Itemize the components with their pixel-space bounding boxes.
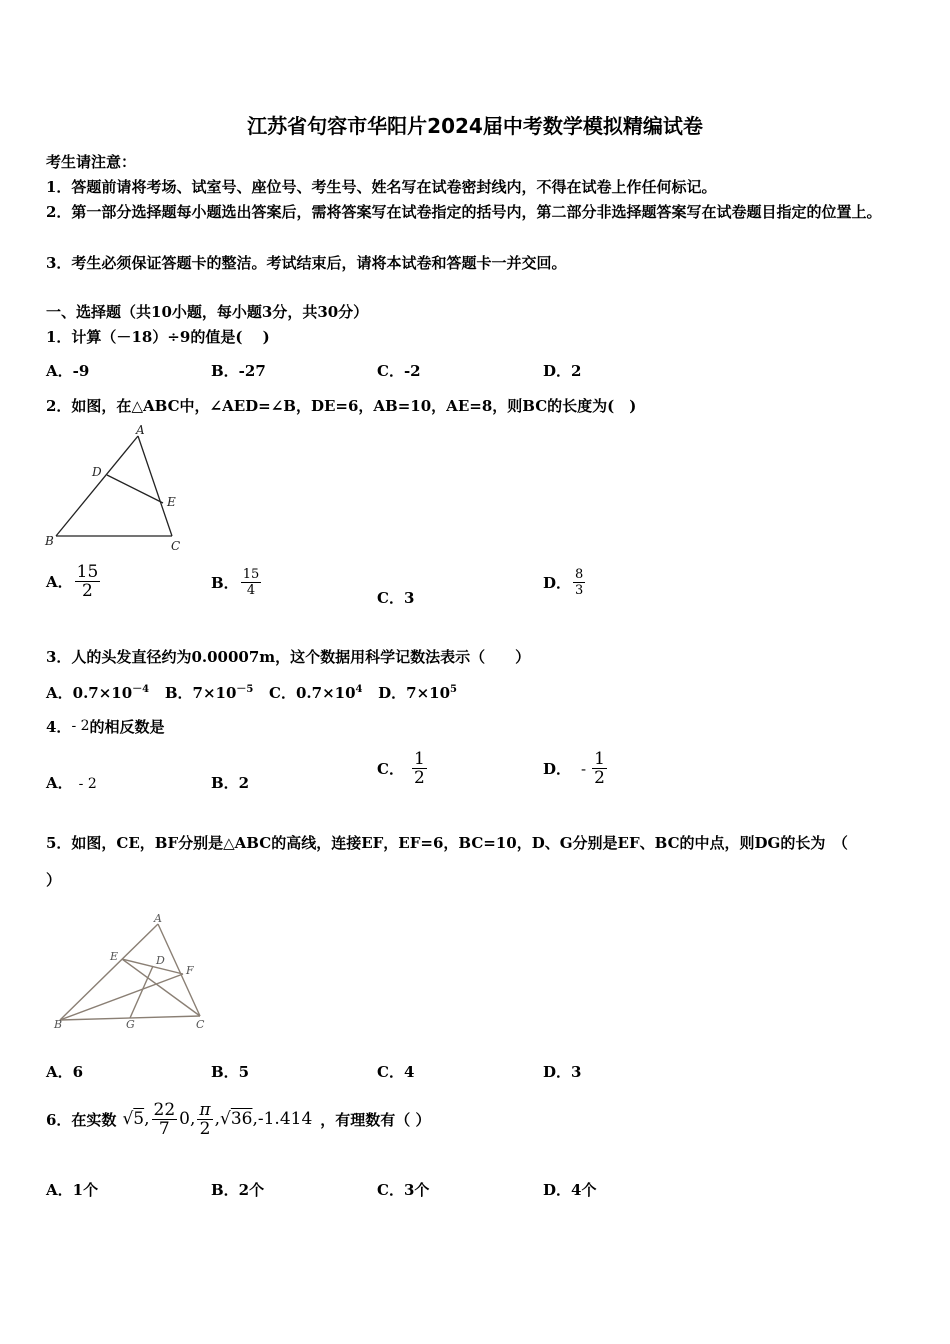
q1-stem: 1．计算（－18）÷9的值是( ) [46,328,270,346]
q5-stem: 5．如图，CE，BF分别是△ABC的高线，连接EF，EF=6，BC=10，D、G分别是EF、BC的中点，则DG的长为 （ [46,834,848,852]
q6-zero: 0, [179,1109,196,1129]
notice-heading: 考生请注意： [46,153,137,171]
notice-item-1: 1．答题前请将考场、试室号、座位号、考生号、姓名写在试卷密封线内，不得在试卷上作任何标记。 [46,178,717,196]
q4-option-c-fraction [412,750,427,787]
q2-side-ab [56,436,138,536]
q4-option-d-sign: - [581,759,587,778]
q3-stem: 3．人的头发直径约为0.00007m，这个数据用科学记数法表示（ ） [46,648,531,666]
q2-option-d-label: D． [543,574,572,592]
q4-option-d-label: D． [543,760,572,778]
q5-stem-end: ） [46,871,62,889]
q3-option-d: D．7×10 [378,684,451,702]
q2-option-a-label: A． [46,573,73,591]
q2-option-d [543,567,587,598]
q3-option-c-exponent: 4 [355,684,363,695]
q5-option-c: C．4 [377,1063,415,1081]
q6-fraction-2-denominator: 2 [199,1118,211,1139]
q2-option-d-numerator: 8 [575,567,584,582]
q2-label-a: A [136,424,145,437]
q5-label-d: D [156,954,165,967]
q4-option-b: B．2 [211,774,250,792]
q6-suffix: ，有理数有（ ） [320,1110,431,1129]
q5-side-ab [60,924,158,1020]
q2-option-c: C．3 [377,589,415,607]
q5-triangle-figure [50,910,215,1035]
q2-option-b-fraction [241,567,262,598]
q5-option-a: A．6 [46,1063,84,1081]
q1-option-a: A．-9 [46,362,90,380]
q6-expression-tail: ,√36,-1.414 [214,1109,313,1129]
q6-last-value: ,-1.414 [252,1109,313,1129]
q2-triangle-figure [40,424,190,556]
q2-option-a [46,563,102,600]
section-heading: 一、选择题（共10小题，每小题3分，共30分） [46,303,369,321]
q6-option-b: B．2个 [211,1181,265,1199]
q2-option-d-denominator: 3 [575,583,584,598]
q4-option-a-value: - 2 [78,776,97,792]
q2-option-a-fraction [75,563,101,600]
q6-fraction-1 [152,1101,178,1138]
q4-option-d-numerator: 1 [594,749,605,769]
q2-option-a-numerator: 15 [76,562,99,582]
q4-option-c-label: C． [377,760,404,778]
q1-option-c: C．-2 [377,362,421,380]
q3-option-c: C．0.7×10 [269,684,356,702]
q6-fraction-1-numerator: 22 [153,1099,176,1120]
q4-option-a-label: A． [46,774,73,792]
q4-option-c [377,750,429,787]
q2-option-a-denominator: 2 [82,581,93,601]
q1-option-b: B．-27 [211,362,266,380]
q3-option-d-exponent: 5 [450,684,458,695]
q5-label-e: E [110,950,119,963]
q5-option-d: D．3 [543,1063,582,1081]
q4-option-c-denominator: 2 [413,768,425,788]
q4-option-d-fraction [592,750,607,787]
q3-option-a: A．0.7×10 [46,684,133,702]
q6-prefix: 6．在实数 [46,1110,117,1129]
q5-label-f: F [186,964,194,977]
q3-option-b: B．7×10 [164,684,237,702]
q2-option-b-numerator: 15 [242,567,260,582]
q6-root-1: 5 [133,1109,145,1129]
q2-label-d: D [92,465,102,479]
q3-option-b-exponent: －5 [236,684,254,695]
q2-option-b-denominator: 4 [246,583,256,598]
q6-root-2: 36 [230,1109,253,1129]
q6-option-a: A．1个 [46,1181,99,1199]
page-title: 江苏省句容市华阳片2024届中考数学模拟精编试卷 [247,114,703,138]
q2-stem: 2．如图，在△ABC中，∠AED=∠B，DE=6，AB=10，AE=8，则BC的长度为( ) [46,397,637,415]
q4-option-c-numerator: 1 [413,749,425,769]
q3-options [46,680,457,703]
q2-label-c: C [171,539,181,553]
q5-label-a: A [154,912,162,925]
q4-option-d [543,750,609,787]
q2-option-d-fraction [573,567,585,598]
q6-expression: √5, [122,1109,150,1129]
q4-value: - 2 [71,718,90,734]
q6-fraction-1-denominator: 7 [158,1118,170,1139]
q5-label-b: B [54,1018,63,1031]
q2-option-b-label: B． [211,574,239,592]
q6-fraction-2-numerator: π [199,1099,211,1120]
q6-stem [46,1095,431,1143]
q3-option-a-exponent: －4 [132,684,150,695]
q2-label-e: E [167,495,176,509]
q5-label-c: C [196,1018,205,1031]
q4-number: 4． [46,718,72,736]
q2-segment-de [107,475,163,503]
q4-option-d-denominator: 2 [594,768,605,788]
q4-option-a [46,772,97,793]
q6-fraction-2 [197,1101,212,1138]
q5-segment-bf [60,974,183,1020]
q5-option-b: B．5 [211,1063,250,1081]
q2-option-b [211,567,263,598]
q2-side-ac [138,436,172,536]
notice-item-2: 2．第一部分选择题每小题选出答案后，需将答案写在试卷指定的括号内，第二部分非选择题答案写在试卷题目指定的位置上。 [46,203,882,221]
q5-label-g: G [126,1018,135,1031]
q4-stem-tail: 的相反数是 [89,718,165,736]
q4-stem [46,714,906,739]
q6-option-d: D．4个 [543,1181,597,1199]
q1-option-d: D．2 [543,362,582,380]
q6-option-c: C．3个 [377,1181,430,1199]
notice-item-3: 3．考生必须保证答题卡的整洁。考试结束后，请将本试卷和答题卡一并交回。 [46,254,567,272]
q2-label-b: B [45,534,54,548]
